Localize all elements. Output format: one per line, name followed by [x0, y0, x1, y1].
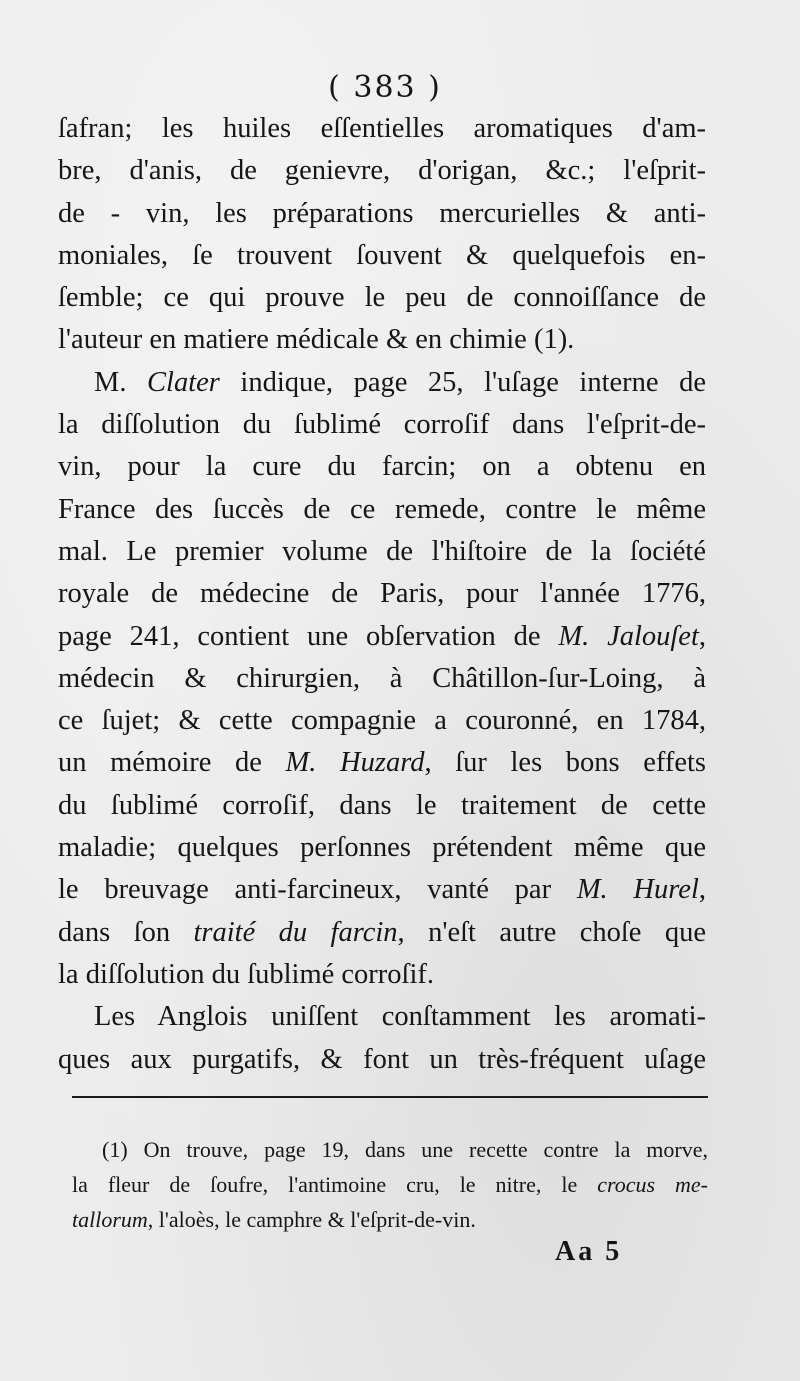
text-line: un mémoire de M. Huzard, ſur les bons effets	[58, 747, 706, 779]
text-line: du ſublimé corroſif, dans le traitement de cette	[58, 789, 706, 821]
text-line: M. Clater indique, page 25, l'uſage interne de	[94, 366, 706, 398]
text-line: maladie; quelques perſonnes prétendent même que	[58, 832, 706, 864]
text-line: mal. Le premier volume de l'hiſtoire de la ſociété	[58, 535, 706, 567]
text-line: médecin & chirurgien, à Châtillon-ſur-Loing, à	[58, 662, 706, 694]
text-line: dans ſon traité du farcin, n'eſt autre choſe que	[58, 916, 706, 948]
text-line: royale de médecine de Paris, pour l'année 1776,	[58, 578, 706, 610]
footnote-divider	[72, 1096, 708, 1098]
person-name: M. Hurel	[576, 874, 699, 906]
text-line: ſemble; ce qui prouve le peu de connoiſſance de	[58, 282, 706, 314]
text-line: bre, d'anis, de genievre, d'origan, &c.; l'eſprit-	[58, 155, 706, 187]
text-line: la diſſolution du ſublimé corroſif dans l'eſprit-de-	[58, 409, 706, 441]
text-line: l'auteur en matiere médicale & en chimie (1).	[58, 324, 575, 356]
text-line: ſafran; les huiles eſſentielles aromatiques d'am-	[58, 113, 706, 144]
footnote-line: (1) On trouve, page 19, dans une recette contre la morve,	[102, 1137, 708, 1162]
text-line: page 241, contient une obſervation de M. Jalouſet,	[58, 620, 706, 652]
body-text	[58, 108, 706, 1081]
text-line: ques aux purgatifs, & font un très-fréquent uſage	[58, 1043, 706, 1075]
footnote-line: tallorum, l'aloès, le camphre & l'eſprit-de-vin.	[72, 1207, 476, 1232]
text-line: Les Anglois uniſſent conſtamment les aromati-	[94, 1001, 706, 1033]
text-line: de - vin, les préparations mercurielles & anti-	[58, 197, 706, 229]
book-title: traité du farcin	[193, 916, 398, 948]
footnote	[72, 1132, 708, 1237]
signature-mark: Aa 5	[555, 1236, 623, 1267]
person-name: M. Jalouſet	[558, 620, 699, 652]
text-line: le breuvage anti-farcineux, vanté par M. Hurel,	[58, 874, 706, 906]
text-line: France des ſuccès de ce remede, contre le même	[58, 493, 706, 525]
page-number: ( 383 )	[328, 70, 442, 105]
text-line: vin, pour la cure du farcin; on a obtenu en	[58, 451, 706, 483]
person-name: Clater	[147, 366, 220, 398]
text-line: ce ſujet; & cette compagnie a couronné, en 1784,	[58, 705, 706, 737]
text-line: moniales, ſe trouvent ſouvent & quelquefois en-	[58, 239, 706, 271]
text-line: la diſſolution du ſublimé corroſif.	[58, 958, 434, 990]
footnote-line: la fleur de ſoufre, l'antimoine cru, le nitre, le crocus me-	[72, 1172, 708, 1197]
person-name: M. Huzard	[285, 747, 425, 779]
